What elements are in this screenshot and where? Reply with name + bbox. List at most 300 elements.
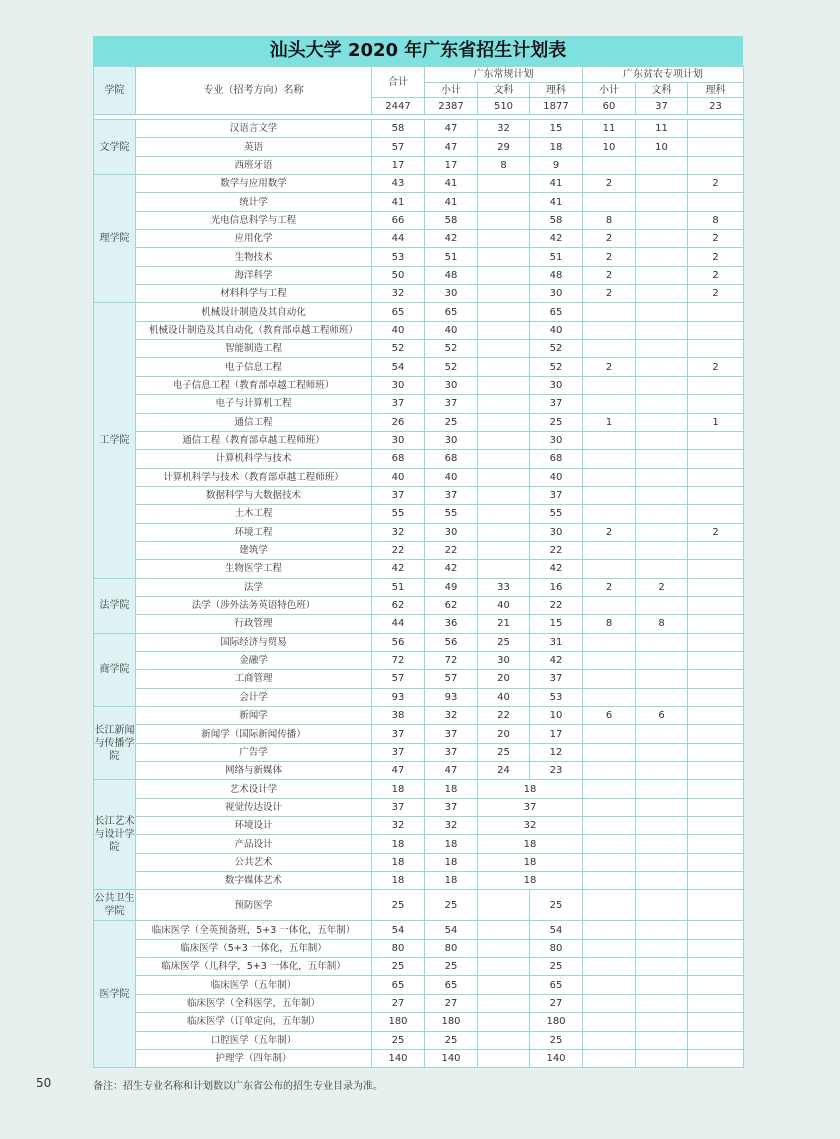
total-cell: 43 [372, 175, 425, 193]
regular-arts-science-merged-cell: 18 [478, 872, 583, 890]
poverty-subtotal-cell [583, 633, 636, 651]
total-cell: 42 [372, 560, 425, 578]
total-cell: 30 [372, 431, 425, 449]
total-cell: 66 [372, 211, 425, 229]
total-cell: 38 [372, 707, 425, 725]
poverty-subtotal-cell [583, 688, 636, 706]
table-row [94, 958, 744, 976]
regular-arts-cell [478, 1049, 530, 1067]
total-cell: 18 [372, 853, 425, 871]
major-name: 国际经济与贸易 [136, 633, 372, 651]
regular-arts-cell [478, 541, 530, 559]
regular-science-cell: 37 [530, 670, 583, 688]
poverty-subtotal-cell [583, 193, 636, 211]
poverty-arts-cell [636, 688, 688, 706]
major-name: 环境设计 [136, 817, 372, 835]
regular-science-cell: 18 [530, 138, 583, 156]
total-cell: 41 [372, 193, 425, 211]
poverty-arts-cell [636, 780, 688, 798]
table-row [94, 688, 744, 706]
regular-subtotal-cell: 47 [425, 762, 478, 780]
major-name: 材料科学与工程 [136, 285, 372, 303]
table-row [94, 468, 744, 486]
regular-science-cell: 40 [530, 321, 583, 339]
major-name: 英语 [136, 138, 372, 156]
total-cell: 65 [372, 303, 425, 321]
poverty-subtotal-cell [583, 340, 636, 358]
poverty-subtotal-cell [583, 872, 636, 890]
regular-subtotal-cell: 55 [425, 505, 478, 523]
table-row [94, 285, 744, 303]
poverty-arts-cell: 11 [636, 120, 688, 138]
regular-subtotal-cell: 37 [425, 798, 478, 816]
table-row [94, 450, 744, 468]
regular-science-cell: 52 [530, 340, 583, 358]
table-row [94, 817, 744, 835]
regular-subtotal-cell: 52 [425, 358, 478, 376]
major-name: 临床医学（全科医学，五年制） [136, 994, 372, 1012]
regular-arts-cell [478, 486, 530, 504]
poverty-science-cell: 2 [688, 523, 744, 541]
poverty-arts-cell [636, 193, 688, 211]
regular-science-cell: 58 [530, 211, 583, 229]
regular-subtotal-cell: 30 [425, 285, 478, 303]
major-name: 西班牙语 [136, 156, 372, 174]
poverty-subtotal-cell [583, 560, 636, 578]
major-name: 汉语言文学 [136, 120, 372, 138]
poverty-subtotal-cell [583, 1013, 636, 1031]
regular-subtotal-cell: 25 [425, 1031, 478, 1049]
regular-subtotal-cell: 42 [425, 230, 478, 248]
poverty-subtotal-cell [583, 798, 636, 816]
poverty-arts-cell [636, 303, 688, 321]
poverty-arts-cell [636, 798, 688, 816]
poverty-arts-cell [636, 211, 688, 229]
regular-arts-cell [478, 340, 530, 358]
regular-science-cell: 37 [530, 486, 583, 504]
poverty-subtotal-cell [583, 651, 636, 669]
regular-arts-total: 510 [478, 98, 530, 115]
regular-arts-cell [478, 413, 530, 431]
poverty-science-cell [688, 395, 744, 413]
table-row [94, 395, 744, 413]
major-name: 临床医学（儿科学，5+3 一体化，五年制） [136, 958, 372, 976]
enrollment-plan-table [93, 66, 744, 1068]
header-poverty-subtotal: 小计 [583, 83, 636, 98]
regular-science-cell: 30 [530, 523, 583, 541]
regular-subtotal-cell: 52 [425, 340, 478, 358]
poverty-science-cell [688, 486, 744, 504]
poverty-arts-cell [636, 872, 688, 890]
regular-arts-cell [478, 890, 530, 921]
regular-science-cell: 68 [530, 450, 583, 468]
major-name: 会计学 [136, 688, 372, 706]
regular-arts-cell [478, 175, 530, 193]
total-cell: 37 [372, 798, 425, 816]
poverty-arts-cell [636, 817, 688, 835]
regular-arts-cell [478, 1013, 530, 1031]
table-row [94, 798, 744, 816]
poverty-arts-cell [636, 395, 688, 413]
regular-science-cell: 41 [530, 175, 583, 193]
poverty-science-cell [688, 560, 744, 578]
major-name: 建筑学 [136, 541, 372, 559]
poverty-subtotal-cell [583, 156, 636, 174]
poverty-arts-cell [636, 413, 688, 431]
plan-table-panel [93, 36, 743, 1068]
regular-science-cell: 52 [530, 358, 583, 376]
poverty-subtotal-cell [583, 762, 636, 780]
regular-science-cell: 23 [530, 762, 583, 780]
table-row [94, 413, 744, 431]
poverty-subtotal-cell [583, 958, 636, 976]
major-name: 机械设计制造及其自动化（教育部卓越工程师班） [136, 321, 372, 339]
poverty-subtotal-cell [583, 670, 636, 688]
total-cell: 32 [372, 523, 425, 541]
table-row [94, 175, 744, 193]
poverty-science-cell [688, 505, 744, 523]
poverty-science-cell: 2 [688, 358, 744, 376]
regular-science-cell: 65 [530, 976, 583, 994]
regular-subtotal-cell: 140 [425, 1049, 478, 1067]
poverty-arts-cell [636, 994, 688, 1012]
regular-science-cell: 65 [530, 303, 583, 321]
regular-science-cell: 15 [530, 120, 583, 138]
regular-science-cell: 180 [530, 1013, 583, 1031]
poverty-arts-cell [636, 1013, 688, 1031]
table-row [94, 725, 744, 743]
regular-arts-cell: 21 [478, 615, 530, 633]
table-row [94, 138, 744, 156]
regular-subtotal-cell: 18 [425, 853, 478, 871]
poverty-science-cell [688, 1013, 744, 1031]
poverty-science-cell [688, 707, 744, 725]
table-row [94, 707, 744, 725]
regular-subtotal-cell: 72 [425, 651, 478, 669]
regular-science-cell: 27 [530, 994, 583, 1012]
total-cell: 26 [372, 413, 425, 431]
total-cell: 44 [372, 615, 425, 633]
major-name: 土木工程 [136, 505, 372, 523]
major-name: 金融学 [136, 651, 372, 669]
poverty-science-cell [688, 835, 744, 853]
footnote: 备注：招生专业名称和计划数以广东省公布的招生专业目录为准。 [93, 1081, 383, 1092]
total-cell: 37 [372, 743, 425, 761]
regular-arts-cell [478, 248, 530, 266]
poverty-science-cell [688, 921, 744, 939]
poverty-science-cell [688, 688, 744, 706]
regular-subtotal-cell: 42 [425, 560, 478, 578]
regular-arts-cell: 24 [478, 762, 530, 780]
regular-arts-cell [478, 921, 530, 939]
table-row [94, 596, 744, 614]
total-cell: 37 [372, 395, 425, 413]
regular-arts-cell [478, 431, 530, 449]
regular-arts-cell: 22 [478, 707, 530, 725]
total-cell: 17 [372, 156, 425, 174]
poverty-arts-cell [636, 939, 688, 957]
regular-arts-cell [478, 303, 530, 321]
regular-subtotal-cell: 30 [425, 431, 478, 449]
poverty-arts-cell [636, 743, 688, 761]
regular-subtotal-cell: 32 [425, 817, 478, 835]
poverty-science-cell [688, 340, 744, 358]
table-row [94, 248, 744, 266]
regular-subtotal-cell: 47 [425, 120, 478, 138]
poverty-science-cell [688, 138, 744, 156]
major-name: 产品设计 [136, 835, 372, 853]
regular-science-cell: 15 [530, 615, 583, 633]
major-name: 智能制造工程 [136, 340, 372, 358]
poverty-arts-cell [636, 523, 688, 541]
total-cell: 51 [372, 578, 425, 596]
total-cell: 57 [372, 670, 425, 688]
total-cell: 32 [372, 285, 425, 303]
total-cell: 44 [372, 230, 425, 248]
poverty-science-cell [688, 670, 744, 688]
table-row [94, 976, 744, 994]
regular-science-cell: 30 [530, 285, 583, 303]
header-poverty-science: 理科 [688, 83, 744, 98]
poverty-arts-cell [636, 321, 688, 339]
table-row [94, 560, 744, 578]
poverty-science-cell [688, 762, 744, 780]
regular-arts-cell: 20 [478, 670, 530, 688]
header-poverty-arts: 文科 [636, 83, 688, 98]
major-name: 艺术设计学 [136, 780, 372, 798]
regular-arts-cell: 29 [478, 138, 530, 156]
table-row [94, 578, 744, 596]
poverty-arts-cell: 10 [636, 138, 688, 156]
college-name: 商学院 [94, 633, 136, 706]
regular-arts-cell [478, 505, 530, 523]
poverty-science-cell [688, 939, 744, 957]
poverty-science-cell [688, 890, 744, 921]
regular-subtotal-cell: 80 [425, 939, 478, 957]
poverty-science-cell [688, 156, 744, 174]
poverty-science-cell: 1 [688, 413, 744, 431]
total-cell: 25 [372, 890, 425, 921]
total-cell: 27 [372, 994, 425, 1012]
regular-arts-cell [478, 395, 530, 413]
poverty-arts-cell [636, 450, 688, 468]
regular-subtotal-cell: 37 [425, 486, 478, 504]
regular-arts-cell [478, 193, 530, 211]
major-name: 临床医学（全英预备班，5+3 一体化，五年制） [136, 921, 372, 939]
total-cell: 25 [372, 1031, 425, 1049]
poverty-subtotal-cell: 10 [583, 138, 636, 156]
major-name: 计算机科学与技术（教育部卓越工程师班） [136, 468, 372, 486]
regular-science-cell: 10 [530, 707, 583, 725]
poverty-arts-cell [636, 340, 688, 358]
poverty-subtotal-cell [583, 853, 636, 871]
poverty-science-cell [688, 596, 744, 614]
regular-science-cell: 22 [530, 596, 583, 614]
regular-science-cell: 30 [530, 431, 583, 449]
poverty-science-cell [688, 853, 744, 871]
total-cell: 18 [372, 780, 425, 798]
poverty-arts-cell: 8 [636, 615, 688, 633]
table-row [94, 615, 744, 633]
page-number: 50 [36, 1076, 52, 1090]
major-name: 临床医学（5+3 一体化，五年制） [136, 939, 372, 957]
poverty-science-cell [688, 994, 744, 1012]
major-name: 临床医学（五年制） [136, 976, 372, 994]
regular-science-cell: 16 [530, 578, 583, 596]
total-cell: 55 [372, 505, 425, 523]
regular-arts-cell: 20 [478, 725, 530, 743]
regular-subtotal-cell: 36 [425, 615, 478, 633]
poverty-science-total: 23 [688, 98, 744, 115]
poverty-subtotal-cell: 8 [583, 211, 636, 229]
table-row [94, 939, 744, 957]
total-cell: 25 [372, 958, 425, 976]
total-cell: 53 [372, 248, 425, 266]
total-cell: 180 [372, 1013, 425, 1031]
table-row [94, 541, 744, 559]
poverty-subtotal-cell [583, 321, 636, 339]
table-row [94, 431, 744, 449]
major-name: 应用化学 [136, 230, 372, 248]
regular-arts-cell: 32 [478, 120, 530, 138]
regular-science-cell: 54 [530, 921, 583, 939]
regular-science-cell: 17 [530, 725, 583, 743]
poverty-arts-cell [636, 358, 688, 376]
regular-subtotal-cell: 37 [425, 725, 478, 743]
major-name: 数学与应用数学 [136, 175, 372, 193]
total-cell: 18 [372, 835, 425, 853]
grand-total: 2447 [372, 98, 425, 115]
total-cell: 47 [372, 762, 425, 780]
poverty-science-cell [688, 303, 744, 321]
regular-science-cell: 25 [530, 958, 583, 976]
total-cell: 56 [372, 633, 425, 651]
poverty-science-cell [688, 376, 744, 394]
poverty-arts-cell [636, 1049, 688, 1067]
regular-subtotal-cell: 57 [425, 670, 478, 688]
total-cell: 40 [372, 321, 425, 339]
major-name: 公共艺术 [136, 853, 372, 871]
total-cell: 93 [372, 688, 425, 706]
regular-subtotal-cell: 37 [425, 395, 478, 413]
regular-subtotal-cell: 37 [425, 743, 478, 761]
header-total: 合计 [372, 67, 425, 98]
major-name: 口腔医学（五年制） [136, 1031, 372, 1049]
poverty-subtotal-cell [583, 1049, 636, 1067]
total-cell: 65 [372, 976, 425, 994]
regular-science-cell: 9 [530, 156, 583, 174]
poverty-science-cell [688, 431, 744, 449]
regular-science-cell: 40 [530, 468, 583, 486]
poverty-subtotal-cell: 2 [583, 578, 636, 596]
header-regular-plan: 广东常规计划 [425, 67, 583, 83]
poverty-science-cell [688, 798, 744, 816]
major-name: 电子信息工程（教育部卓越工程师班） [136, 376, 372, 394]
total-cell: 140 [372, 1049, 425, 1067]
regular-science-cell: 55 [530, 505, 583, 523]
regular-science-cell: 22 [530, 541, 583, 559]
major-name: 新闻学 [136, 707, 372, 725]
regular-subtotal-cell: 17 [425, 156, 478, 174]
major-name: 护理学（四年制） [136, 1049, 372, 1067]
poverty-arts-cell [636, 853, 688, 871]
regular-subtotal-cell: 27 [425, 994, 478, 1012]
college-name: 文学院 [94, 120, 136, 175]
poverty-arts-cell [636, 560, 688, 578]
regular-subtotal-cell: 22 [425, 541, 478, 559]
regular-arts-cell [478, 266, 530, 284]
regular-subtotal-cell: 32 [425, 707, 478, 725]
poverty-arts-cell: 2 [636, 578, 688, 596]
table-row [94, 994, 744, 1012]
poverty-subtotal-cell: 8 [583, 615, 636, 633]
poverty-arts-cell [636, 1031, 688, 1049]
poverty-arts-cell [636, 486, 688, 504]
major-name: 统计学 [136, 193, 372, 211]
poverty-arts-cell [636, 921, 688, 939]
regular-science-cell: 25 [530, 1031, 583, 1049]
table-row [94, 1013, 744, 1031]
regular-subtotal-cell: 51 [425, 248, 478, 266]
regular-subtotal-cell: 56 [425, 633, 478, 651]
regular-science-cell: 42 [530, 230, 583, 248]
regular-arts-cell [478, 358, 530, 376]
regular-arts-cell [478, 523, 530, 541]
table-row [94, 486, 744, 504]
poverty-arts-cell [636, 230, 688, 248]
poverty-arts-cell: 6 [636, 707, 688, 725]
regular-arts-science-merged-cell: 18 [478, 835, 583, 853]
header-poverty-plan: 广东贫农专项计划 [583, 67, 744, 83]
header-regular-arts: 文科 [478, 83, 530, 98]
major-name: 法学 [136, 578, 372, 596]
regular-science-cell: 140 [530, 1049, 583, 1067]
regular-science-cell: 30 [530, 376, 583, 394]
total-cell: 68 [372, 450, 425, 468]
poverty-science-cell: 8 [688, 211, 744, 229]
regular-arts-cell: 33 [478, 578, 530, 596]
poverty-subtotal-cell [583, 468, 636, 486]
poverty-arts-cell [636, 762, 688, 780]
regular-arts-cell [478, 560, 530, 578]
table-row [94, 303, 744, 321]
major-name: 计算机科学与技术 [136, 450, 372, 468]
poverty-arts-cell [636, 633, 688, 651]
table-row [94, 321, 744, 339]
major-name: 通信工程 [136, 413, 372, 431]
poverty-subtotal-cell [583, 303, 636, 321]
regular-science-cell: 42 [530, 651, 583, 669]
regular-arts-science-merged-cell: 18 [478, 780, 583, 798]
major-name: 广告学 [136, 743, 372, 761]
total-cell: 62 [372, 596, 425, 614]
regular-subtotal-cell: 40 [425, 468, 478, 486]
regular-science-cell: 80 [530, 939, 583, 957]
regular-arts-cell [478, 230, 530, 248]
poverty-science-cell [688, 1031, 744, 1049]
regular-subtotal-cell: 65 [425, 303, 478, 321]
regular-science-total: 1877 [530, 98, 583, 115]
regular-science-cell: 42 [530, 560, 583, 578]
poverty-science-cell [688, 468, 744, 486]
regular-arts-cell [478, 1031, 530, 1049]
header-college: 学院 [94, 67, 136, 115]
regular-science-cell: 25 [530, 413, 583, 431]
poverty-arts-cell [636, 376, 688, 394]
poverty-science-cell [688, 958, 744, 976]
regular-science-cell: 31 [530, 633, 583, 651]
poverty-science-cell [688, 578, 744, 596]
